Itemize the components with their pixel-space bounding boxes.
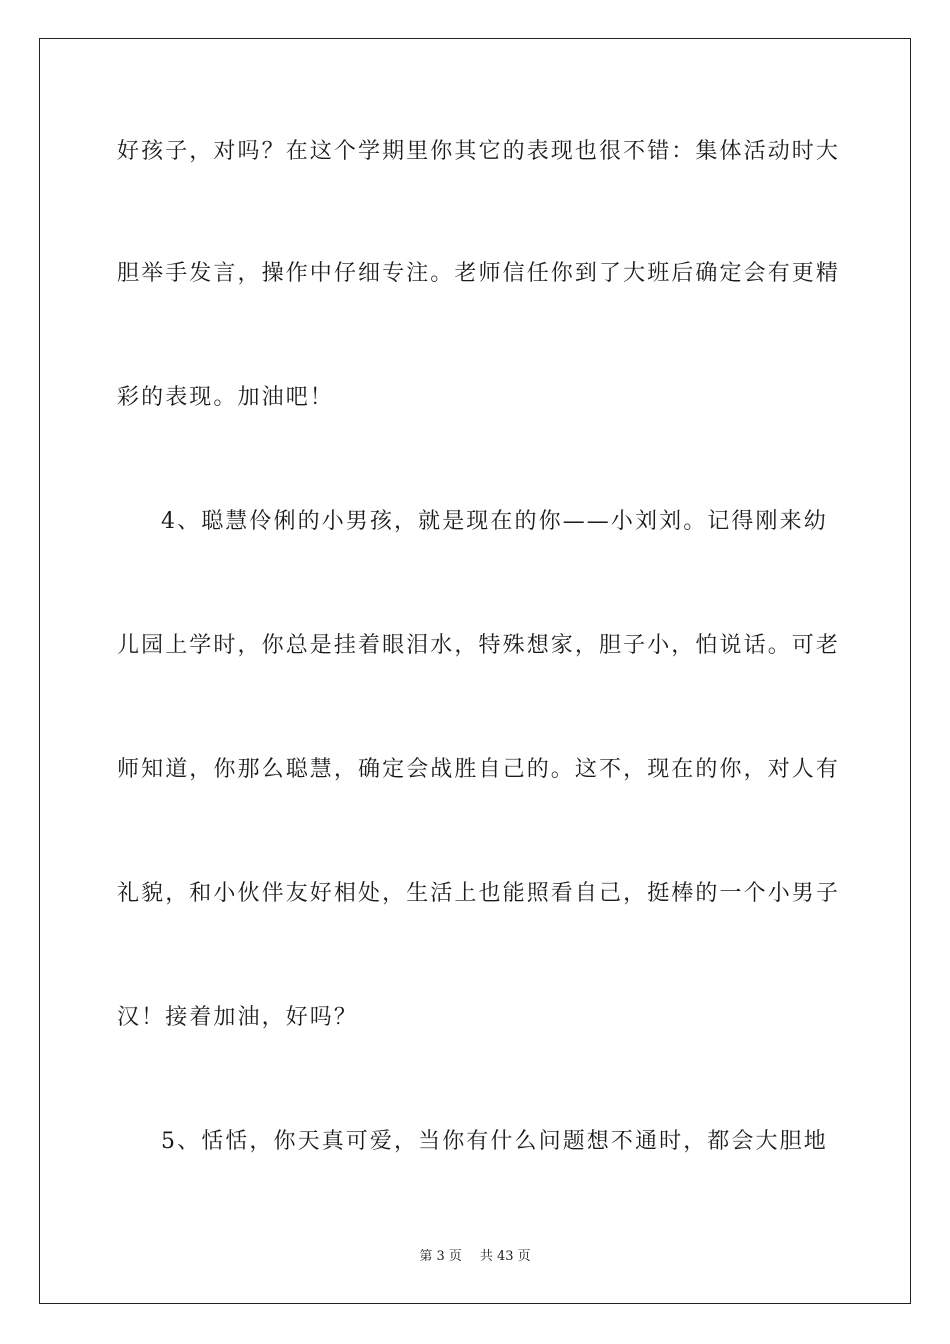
paragraph-start-line: 4、聪慧伶俐的小男孩，就是现在的你——小刘刘。记得刚来幼	[161, 509, 828, 534]
body-text-line: 师知道，你那么聪慧，确定会战胜自己的。这不，现在的你，对人有	[117, 757, 841, 782]
total-pages: 共 43 页	[479, 1249, 531, 1264]
page-number: 第 3 页	[419, 1249, 462, 1264]
body-text-line: 彩的表现。加油吧！	[117, 385, 334, 410]
body-text-line: 胆举手发言，操作中仔细专注。老师信任你到了大班后确定会有更精	[117, 261, 841, 286]
page-border	[39, 38, 911, 1304]
page-footer	[0, 1248, 950, 1266]
body-text-line: 汉！接着加油，好吗？	[117, 1005, 359, 1030]
body-text-line: 礼貌，和小伙伴友好相处，生活上也能照看自己，挺棒的一个小男子	[117, 881, 841, 906]
body-text-line: 好孩子，对吗？在这个学期里你其它的表现也很不错：集体活动时大	[117, 139, 841, 164]
paragraph-start-line: 5、恬恬，你天真可爱，当你有什么问题想不通时，都会大胆地	[161, 1129, 828, 1154]
body-text-line: 儿园上学时，你总是挂着眼泪水，特殊想家，胆子小，怕说话。可老	[117, 633, 841, 658]
